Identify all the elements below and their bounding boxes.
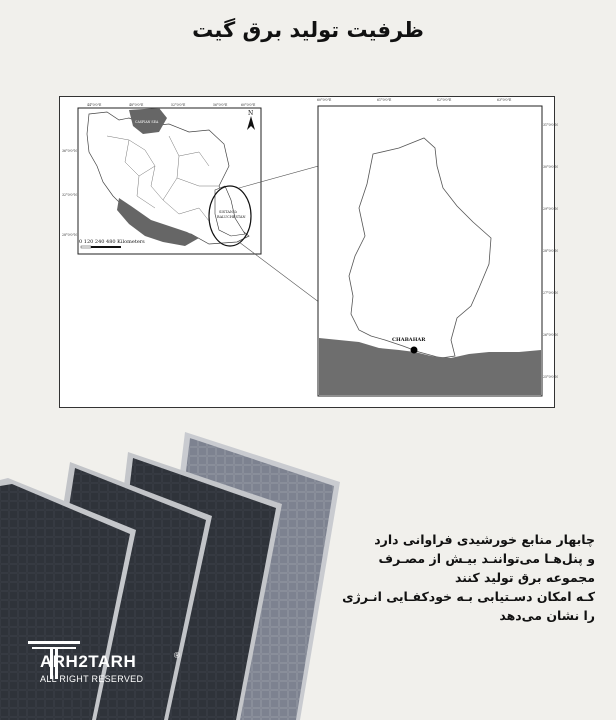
main-lat-tick: 27°0'0"N — [543, 291, 558, 295]
main-lat-tick: 31°0'0"N — [543, 123, 558, 127]
inset-province-label-2: BALUCHESTAN — [217, 215, 246, 219]
inset-lon-tick: 48°0'0"E — [129, 103, 144, 107]
city-label: CHABAHAR — [392, 337, 426, 343]
main-lon-tick: 61°0'0"E — [377, 98, 392, 102]
main-lon-tick: 63°0'0"E — [497, 98, 512, 102]
caption-line: مجموعه برق تولید کنند — [454, 570, 595, 585]
inset-lat-tick: 36°0'0"N — [62, 149, 77, 153]
inset-lon-tick: 60°0'0"E — [241, 103, 256, 107]
page-title: ظرفیت تولید برق گیت — [192, 18, 424, 42]
inset-lon-tick: 56°0'0"E — [213, 103, 228, 107]
main-lon-tick: 62°0'0"E — [437, 98, 452, 102]
location-map — [59, 96, 558, 408]
caption-line: کـه امکان دسـتیابی بـه خودکفـایی انـرژی — [342, 589, 595, 604]
main-lat-tick: 29°0'0"N — [543, 207, 558, 211]
main-lat-tick: 28°0'0"N — [543, 249, 558, 253]
inset-lon-tick: 52°0'0"E — [171, 103, 186, 107]
caption-line: و پنل‌هـا می‌تواننـد بیـش از مصـرف — [378, 551, 595, 566]
chabahar-marker — [411, 347, 418, 354]
caption-line: را نشان می‌دهد — [499, 608, 595, 623]
caption — [325, 530, 595, 625]
scale-bar-text: 0 120 240 480 Kilometers — [79, 239, 145, 245]
inset-map — [78, 108, 261, 254]
inset-province-label-1: SISTAN & — [219, 210, 238, 214]
north-label: N — [248, 110, 254, 117]
main-map — [318, 106, 542, 396]
main-lon-tick: 60°0'0"E — [317, 98, 332, 102]
inset-lat-tick: 28°0'0"N — [62, 233, 77, 237]
inset-lon-tick: 44°0'0"E — [87, 103, 102, 107]
inset-region-label: CASPIAN SEA — [135, 120, 159, 124]
logo-tagline: ALL RIGHT RESERVED — [40, 674, 144, 684]
main-lat-tick: 25°0'0"N — [543, 375, 558, 379]
logo-registered: ® — [174, 651, 180, 660]
main-lat-tick: 26°0'0"N — [543, 333, 558, 337]
main-lat-tick: 30°0'0"N — [543, 165, 558, 169]
caption-line: چابهار منابع خورشیدی فراوانی دارد — [374, 532, 595, 547]
logo-brand: ARH2TARH — [40, 652, 137, 671]
inset-lat-tick: 32°0'0"N — [62, 193, 77, 197]
